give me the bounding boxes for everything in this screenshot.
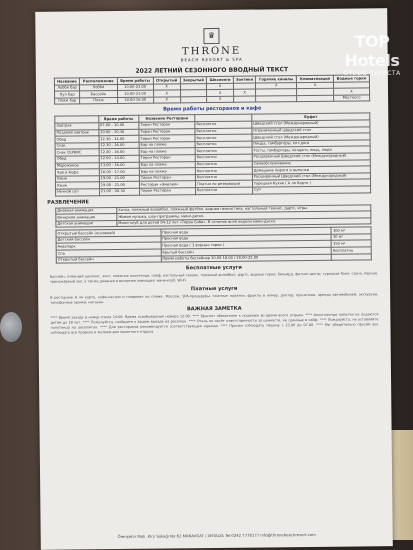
table-cell: Открытый бассейн (56, 256, 161, 264)
table-cell: 300 м² (331, 227, 371, 234)
table-cell: Суп (252, 186, 370, 194)
bars-table (54, 74, 370, 105)
table-cell: Местного (334, 95, 370, 102)
table-cell: X (207, 83, 234, 90)
table-cell: бесплатно (195, 147, 252, 154)
table-cell: Расширенный Шведский стол (Международный) (252, 153, 370, 161)
table-cell: 10.00-23.00 (117, 90, 153, 97)
table-cell: Мороженое (55, 162, 99, 169)
table-cell: Бассейн (80, 91, 117, 98)
table-header-cell: Шезлонги (207, 76, 234, 83)
restaurants-section-title: Время работы ресторанов и кафе (163, 105, 262, 113)
coin (0, 312, 22, 342)
table-cell: Лобби (80, 84, 117, 91)
table-cell: бесплатно (195, 121, 252, 128)
table-cell: Пресная вода ( 3 водные горки ) (161, 241, 332, 249)
table-cell: Снэк СЕРВИС (55, 149, 99, 156)
table-cell: Шведский стол (Международный) (252, 133, 370, 141)
animation-section-title: РАЗВЛЕЧЕНИЕ (47, 198, 89, 206)
table-cell: 10.00 - 10.30 (99, 129, 139, 136)
pools-table (55, 227, 371, 264)
important-notice-title: ВАЖНАЯ ЗАМЕТКА (186, 306, 242, 313)
table-cell: 12.30 - 16.00 (99, 142, 139, 149)
tophotels-watermark (332, 32, 412, 77)
table-cell: 07.00 - 10.00 (99, 122, 139, 129)
important-notice-text: **** Время заезда в номер отеля 14:00. Время освобождения номера 12:00. **** Браслет обязателен к ношению во время всего отдыха. **** Алкогольные напитки не подаются детям до 18 лет. **** Пожалуйста, сообщите о вашем выезде на ресепшн. **** Отель не несёт ответственности за ценности, не сданные в сейф. **** Пожалуйста, не оставляйте полотенца на шезлонгах. **** Для ресторанов рекомендуется соответствующая одежда. **** Просим соблюдать тишину с 23.00 до 07.00. **** Мы убедительно просим вас соблюдать все правила и желаем вам приятного отдыха. (50, 312, 379, 335)
table-cell: Расширенный Шведский стол (Международный) (252, 173, 370, 181)
table-cell: бесплатно (195, 128, 252, 135)
table-cell: Открытый бассейн (основной) (56, 229, 161, 237)
table-cell: Ресторан «Эмилия» (139, 181, 195, 188)
table-cell: Тирон Ресторан (139, 128, 195, 135)
table-cell: бесплатно (195, 161, 252, 168)
table-cell: Бар на пляже (139, 161, 195, 168)
table-cell: Турецкая Кухня ( А ля Карте ) (252, 179, 370, 187)
table-cell: X (153, 90, 180, 97)
table-cell: 30 м² (331, 234, 371, 241)
table-cell: 350 м² (332, 240, 372, 247)
table-cell: Время работы бассейнов 10.00-18.00 / 20.00-22.00 (161, 254, 332, 262)
table-cell: X (207, 96, 234, 103)
table-cell: Тирон Ресторан (139, 122, 195, 129)
table-cell (180, 96, 207, 103)
table-cell: Бар на пляже (139, 148, 195, 155)
table-cell: Тирон Ресторан (139, 135, 195, 142)
table-header-cell: Водные горки (333, 75, 369, 82)
table-cell: Аквапарк (56, 243, 161, 251)
table-cell: 13.00 - 16.00 (99, 162, 139, 169)
table-cell: 12.30 - 14.00 (99, 135, 139, 142)
hotel-subtitle: BEACH RESORT & SPA (180, 56, 243, 63)
table-cell: X (297, 82, 334, 89)
free-services-title: Бесплатные услуги (185, 264, 242, 272)
table-cell: 12.00 - 14.00 (99, 155, 139, 162)
table-cell (256, 95, 297, 102)
table-cell: Пляж (80, 97, 117, 104)
table-header-cell: Горячие каналы (256, 76, 297, 83)
table-cell: X (207, 89, 234, 96)
table-cell: Бар на пляже (139, 141, 195, 148)
table-cell: X (256, 82, 297, 89)
table-cell: Ночной суп (56, 189, 100, 196)
table-cell: Ужин (55, 182, 99, 189)
table-cell: Детский бассейн (56, 236, 161, 244)
table-cell: Вечерняя анимация (56, 214, 117, 221)
table-header-cell: Буфет (252, 113, 370, 121)
table-cell: бесплатно (195, 167, 252, 174)
table-cell: Снэк (55, 142, 99, 149)
table-cell: Пул бар (55, 91, 80, 98)
table-cell: Тирон Ресторан (139, 155, 195, 162)
table-cell: бесплатно (195, 154, 252, 161)
table-cell: Тирон Ресторан (139, 174, 195, 181)
table-cell: бесплатно (195, 134, 252, 141)
table-header-cell: Название Ресторана (139, 115, 195, 122)
paid-services-text: В ресторане А ля карте, кафе-пастри и плавание на пляже. Массаж, SPA-процедуры, платные напитки, фрукты в номер, доктор, прачечная, аренда автомобилей, экскурсии, телефонные звонки, магазин. (50, 292, 379, 305)
table-cell: Пресная вода (161, 234, 332, 242)
table-cell: Пицца, гамбургеры, хот-доги (252, 140, 370, 148)
table-cell: Пляж бар (55, 98, 80, 105)
table-header-cell: Закрытый (180, 77, 207, 84)
watermark-subtitle: ОТЗЫВ ТУРИСТА (343, 70, 401, 77)
table-cell: X (153, 83, 180, 90)
table-cell: бесплатно (332, 247, 372, 254)
table-cell: Домашние пироги и выпечки (252, 166, 370, 174)
table-cell: бесплатно (195, 141, 252, 148)
table-cell: Пресная вода (161, 228, 332, 236)
table-header-cell: Открытый (153, 77, 180, 84)
table-cell: 21.00 - 00.30 (99, 188, 139, 195)
table-cell: X (333, 88, 369, 95)
table-cell: Детская анимация (56, 220, 117, 227)
table-cell: 10.00-16.00 (117, 97, 153, 104)
table-header-cell: Расположение (80, 78, 117, 85)
watermark-title: TOP Hotels (344, 32, 400, 70)
table-cell: Шведский стол (Международный) (252, 120, 370, 128)
table-cell (332, 254, 372, 261)
table-cell: бесплатно (196, 187, 253, 194)
restaurants-table (54, 113, 371, 196)
table-cell: бесплатно (195, 174, 252, 181)
table-cell: Мини-клуб для детей 04-12 лет «Тирон Бэби». В течение всей недели мини-диско. (117, 218, 371, 227)
table-cell: Дневная анимация (56, 207, 117, 214)
paid-services-title: Платные услуги (190, 285, 238, 293)
table-cell (297, 95, 334, 102)
table-cell: 19.00 - 21.00 (99, 182, 139, 189)
table-cell: Обед (55, 136, 99, 143)
table-cell: Завтрак (55, 123, 99, 130)
table-cell: Самообслуживание (252, 159, 370, 167)
table-cell: 10.00-23.00 (117, 84, 153, 91)
info-sheet (35, 8, 393, 550)
table-cell: Чай и Кофе (55, 169, 99, 176)
table-cell: Бар на пляже (139, 168, 195, 175)
table-cell: Тирон Ресторан (139, 188, 195, 195)
animation-table (55, 204, 371, 228)
table-cell: X (233, 89, 255, 96)
table-header-cell: Название (54, 78, 79, 85)
document-title: 2022 ЛЕТНИЙ СЕЗОННОГО ВВОДНЫЙ ТЕКСТ (135, 66, 289, 75)
hotel-name: THRONE (181, 45, 242, 58)
table-cell: 19.00 - 21.00 (99, 175, 139, 182)
table-cell: 16.00 - 17.00 (99, 168, 139, 175)
document-footer: Örenşehir Mah. Kiry Sokağı No:62 MANAVGAT / ANTALYA Tel:0242 7778177 info@thronebeachresort.com (117, 531, 316, 540)
table-header-cell: Время работы (117, 77, 153, 84)
table-cell: Ограниченный шведский стол (252, 126, 370, 134)
table-cell: Платно по резервации (196, 180, 253, 187)
table-cell: 12.00 - 16.00 (99, 149, 139, 156)
table-cell: Тосты, гамбургеры, колдаги, пицц, люди (252, 146, 370, 154)
table-cell (234, 96, 256, 103)
table-header-cell: Время работы (99, 116, 139, 123)
table-header-cell: Климатизация (297, 75, 334, 82)
free-services-text: Бассейн, пляжный шезлонг, зонт, пляжное полотенце, сейф, настольный теннис, пляжный волейбол, дартс, водные горки, бильярд, фитнес-центр, турецкая баня, сауна, парная, тренажёрный зал, а также дневная и вечерняя анимация, мини-клуб, Wi-Fi. (49, 271, 378, 284)
table-cell: Поздний завтрак (55, 129, 99, 136)
table-cell: Лобби бар (54, 84, 79, 91)
table-cell: Спа (56, 249, 161, 257)
table-cell: Крытый бассейн (161, 247, 332, 255)
crown-icon: ♛ (203, 28, 219, 44)
table-cell: Ужин (55, 175, 99, 182)
table-cell: Обед (55, 156, 99, 163)
table-cell: Хатха, пляжный волейбол, пляжный футбол, водная гимнастика, настольный теннис, дартс, игры. (117, 204, 371, 213)
table-cell: X (153, 97, 180, 104)
table-header-cell: Зонтики (233, 76, 255, 83)
table-cell: Живая музыка, шоу-программы, мини-диско. (117, 211, 371, 220)
